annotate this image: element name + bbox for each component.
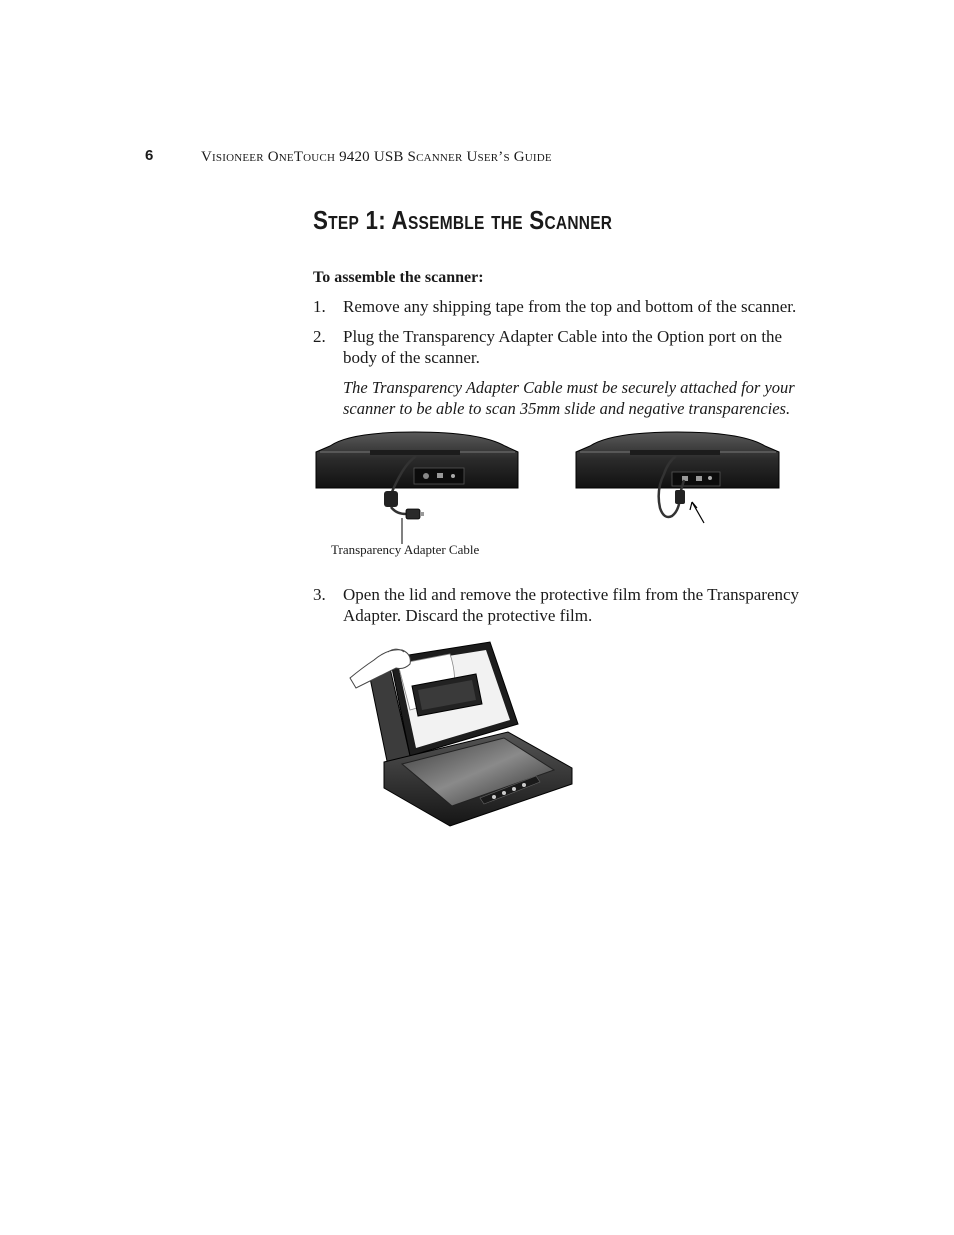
list-item-number: 3. <box>313 585 326 604</box>
figure-caption: Transparency Adapter Cable <box>331 542 480 557</box>
list-item <box>313 584 813 628</box>
scanner-open-lid-illustration <box>340 638 575 833</box>
caption-leader-line <box>400 518 404 544</box>
procedure-heading: To assemble the scanner: <box>313 269 484 286</box>
page-number: 6 <box>145 147 154 164</box>
list-item <box>313 296 813 318</box>
note-text: The Transparency Adapter Cable must be securely attached for your scanner to be able to scan 35mm slide and negative transparencies. <box>343 378 795 418</box>
section-title: Step 1: Assemble the Scanner <box>313 205 613 235</box>
list-item-text: Remove any shipping tape from the top and bottom of the scanner. <box>343 297 797 316</box>
list-item-number: 2. <box>313 327 326 346</box>
running-title: Visioneer OneTouch 9420 USB Scanner User’s Guide <box>201 149 552 165</box>
scanner-cable-plugged-illustration <box>572 428 787 528</box>
list-item-text: Plug the Transparency Adapter Cable into the Option port on the body of the scanner. <box>343 327 783 367</box>
list-item-text: Open the lid and remove the protective film from the Transparency Adapter. Discard the protective film. <box>343 585 800 625</box>
list-item <box>313 326 813 370</box>
scanner-cable-unplugged-illustration <box>310 428 525 528</box>
list-item-number: 1. <box>313 297 326 316</box>
